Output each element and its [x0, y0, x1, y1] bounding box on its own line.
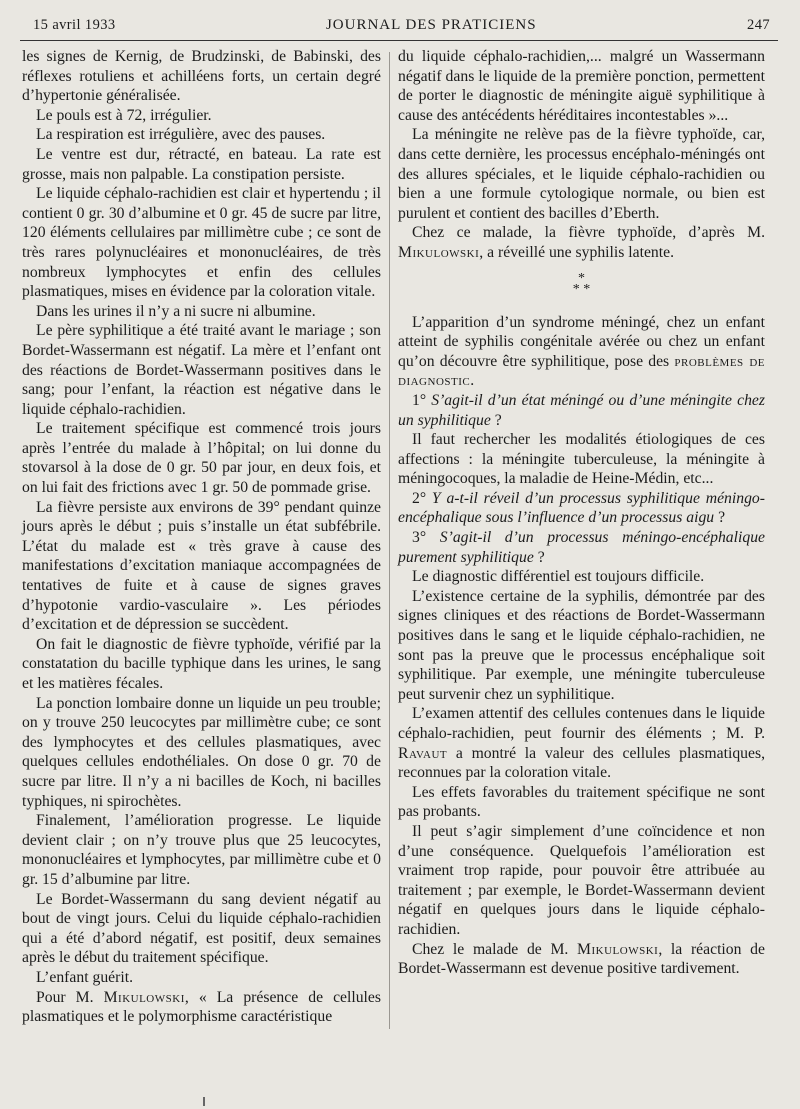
small-caps-name: Ravaut — [398, 744, 448, 762]
text-run: La ponction lombaire donne un liquide un peu trouble; on y trouve 250 leucocytes par millimètre cube; ce sont des lymphocytes et des cellules plasmatiques, avec quelques cellules endothéliales. On dose 0 gr. 70 de sucre par litre. Il n’y a ni bacilles de Koch, ni bacilles typhiques, ni spirochètes. — [22, 694, 381, 810]
paragraph — [398, 223, 765, 262]
text-run: a montré la valeur des cellules plasmatiques, reconnues par la coloration vitale. — [398, 744, 765, 782]
text-run: Chez ce malade, la fièvre typhoïde, d’après M. — [412, 224, 765, 242]
text-run: Le traitement spécifique est commencé trois jours après l’entrée du malade à l’hôpital; on lui donne du stovarsol à la dose de 0 gr. 50 par jour, en deux fois, et on lui fait des frictions avec 1 gr. 50 de pommade grise. — [22, 420, 381, 497]
paragraph — [398, 528, 765, 567]
text-run: , a réveillé une syphilis latente. — [479, 243, 675, 261]
text-run: ? — [490, 411, 502, 429]
text-run: Le liquide céphalo-rachidien est clair et hypertendu ; il contient 0 gr. 30 d’albumine et 0 gr. 45 de sucre par litre, 120 éléments cellulaires par millimètre cube ; ce sont de très rares polynucléaires et mononucléaires, de très nombreux lymphocytes et enfin des cellules plasmatiques, mises en évidence par la coloration vitale. — [22, 185, 381, 301]
paragraph — [22, 321, 381, 419]
paragraph — [398, 125, 765, 223]
paragraph — [22, 106, 381, 126]
text-run: du liquide céphalo-rachidien,... malgré un Wassermann négatif dans le liquide de la première ponction, permettent de porter le diagnostic de méningite aiguë syphilitique à cause des antécédents héréditaires incontestables »... — [398, 48, 765, 124]
italic-question: Y a-t-il réveil d’un processus syphilitique méningo-encéphalique sous l’influence d’un processus aigu — [398, 489, 765, 527]
paragraph — [398, 391, 765, 430]
paragraph — [398, 567, 765, 587]
left-column — [22, 47, 381, 1043]
paragraph — [22, 125, 381, 145]
paragraph — [398, 587, 765, 705]
text-run: Dans les urines il n’y a ni sucre ni albumine. — [36, 302, 316, 320]
paragraph — [398, 489, 765, 528]
running-header — [33, 14, 770, 36]
print-mark — [203, 1097, 205, 1106]
paragraph — [22, 968, 381, 988]
text-run: Le ventre est dur, rétracté, en bateau. La rate est grosse, mais non palpable. La constipation persiste. — [22, 145, 381, 183]
paragraph — [398, 822, 765, 940]
text-run: Le père syphilitique a été traité avant le mariage ; son Bordet-Wassermann est négatif. La mère et l’enfant ont des réactions de Bordet-Wassermann positives dans le sang; pour l’enfant, la réaction est négative dans le liquide céphalo-rachidien. — [22, 322, 381, 418]
header-date: 15 avril 1933 — [33, 16, 116, 33]
paragraph — [22, 302, 381, 322]
text-run: La respiration est irrégulière, avec des pauses. — [36, 126, 326, 144]
text-run: L’existence certaine de la syphilis, démontrée par des signes cliniques et des réactions de Bordet-Wassermann positives dans le sang et le liquide céphalo-rachidien, ne sont pas la preuve que le processus encéphalique soit syphilitique. Par exemple, une méningite tuberculeuse peut survenir chez un syphilitique. — [398, 587, 765, 703]
right-column — [398, 47, 765, 1043]
page-number: 247 — [747, 16, 770, 33]
text-run: Le pouls est à 72, irrégulier. — [36, 106, 212, 124]
text-run: L’enfant guérit. — [36, 968, 133, 986]
italic-question: S’agit-il d’un processus méningo-encéphalique purement syphilitique — [398, 529, 766, 566]
paragraph — [398, 313, 765, 391]
paragraph — [22, 988, 381, 1027]
text-run: les signes de Kernig, de Brudzinski, de Babinski, des réflexes rotuliens et achilléens forts, un certain degré d’hypertonie généralisée. — [22, 48, 381, 105]
paragraph — [398, 47, 765, 125]
text-run: * — [578, 270, 585, 286]
text-run: ? — [533, 548, 545, 566]
small-caps-name: Mikulowski — [398, 243, 480, 261]
text-run: Le Bordet-Wassermann du sang devient négatif au bout de vingt jours. Celui du liquide céphalo-rachidien qui a été d’abord négatif, est positif, deux semaines après le début du traitement spécifique. — [22, 890, 381, 967]
small-caps-name: Mikulowski — [103, 988, 185, 1006]
text-run: Chez le malade de M. — [412, 940, 578, 958]
text-run: La fièvre persiste aux environs de 39° pendant quinze jours après le début ; puis s’installe un état subfébrile. L’état du malade est « très grave à cause des manifestations d’excitation maniaque accompagnées de tentatives de fuite et à cause de signes graves d’hypotonie vardio-vasculaire ». Les périodes d’excitation et de dépression se succèdent. — [22, 498, 381, 634]
column-divider — [389, 52, 390, 1029]
paragraph — [398, 940, 765, 979]
paragraph — [398, 783, 765, 822]
paragraph — [22, 890, 381, 968]
text-run: , « La présence de cellules plasmatiques et le polymorphisme caractéristique — [22, 988, 381, 1026]
paragraph — [22, 635, 381, 694]
journal-title: JOURNAL DES PRATICIENS — [325, 16, 537, 33]
header-rule — [20, 40, 778, 41]
paragraph — [22, 498, 381, 635]
text-run: L’examen attentif des cellules contenues dans le liquide céphalo-rachidien, peut fournir des éléments ; M. P. — [398, 705, 765, 742]
text-run: Il peut s’agir simplement d’une coïncidence et non d’une conséquence. Quelquefois l’amélioration est vraiment trop rapide, pour pouvoir être attribuée au traitement ; par exemple, le Bordet-Wassermann devient négatif en quelques jours dans le liquide céphalo-rachidien. — [398, 822, 765, 938]
text-run: Le diagnostic différentiel est toujours difficile. — [412, 568, 705, 586]
small-caps-name: Mikulowski — [577, 940, 659, 958]
text-run: 1° — [412, 391, 432, 409]
paragraph — [22, 184, 381, 302]
text-run: Les effets favorables du traitement spécifique ne sont pas probants. — [398, 783, 765, 821]
text-run: . — [470, 372, 475, 390]
paragraph — [22, 47, 381, 106]
paragraph — [22, 811, 381, 889]
small-caps-name: problèmes de diagnostic — [398, 352, 765, 390]
section-break-asterism — [398, 270, 765, 297]
paragraph — [22, 145, 381, 184]
paragraph — [22, 419, 381, 497]
text-run: 3° — [412, 529, 440, 547]
text-run: ? — [714, 509, 726, 527]
text-run: L’apparition d’un syndrome méningé, chez un enfant atteint de syphilis congénitale avérée ou chez un enfant qu’on découvre être syphilitique, pose des — [398, 313, 765, 370]
paragraph — [22, 694, 381, 812]
text-run: * * — [572, 281, 591, 297]
text-run: Il faut rechercher les modalités étiologiques de ces affections : la méningite tuberculeuse, la méningite à méningocoques, la maladie de Heine-Médin, etc... — [398, 431, 765, 488]
text-run: 2° — [412, 489, 432, 507]
text-run: , la réaction de Bordet-Wassermann est devenue positive tardivement. — [398, 940, 765, 978]
paragraph — [398, 430, 765, 489]
text-run: Finalement, l’amélioration progresse. Le liquide devient clair ; on n’y trouve plus que 25 leucocytes, mononucléaires et lymphocytes, par millimètre cube et 0 gr. 15 d’albumine par litre. — [22, 812, 381, 888]
text-run: On fait le diagnostic de fièvre typhoïde, vérifié par la constatation du bacille typhique dans les urines, le sang et les matières fécales. — [22, 635, 381, 692]
text-run: Pour M. — [36, 988, 104, 1006]
paragraph — [398, 704, 765, 782]
italic-question: S’agit-il d’un état méningé ou d’une méningite chez un syphilitique — [398, 391, 765, 429]
text-run: La méningite ne relève pas de la fièvre typhoïde, car, dans cette dernière, les processus encéphalo-méningés ont des allures spéciales, et le liquide céphalo-rachidien ou bien a une formule cytologique normale, ou bien est purulent et contient des bacilles d’Eberth. — [398, 126, 765, 222]
